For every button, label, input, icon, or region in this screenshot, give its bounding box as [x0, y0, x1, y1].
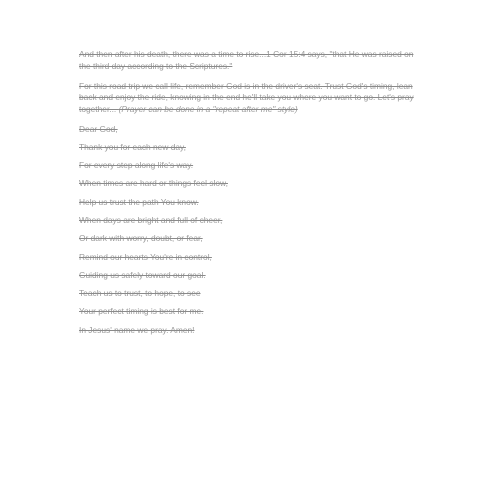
- prayer-line: Dear God,: [79, 123, 118, 134]
- prayer-line: Remind our hearts You're in control,: [79, 251, 212, 262]
- prayer-line: Or dark with worry, doubt, or fear,: [79, 233, 203, 244]
- prayer-line: Your perfect timing is best for me.: [79, 306, 204, 317]
- prayer-line: When times are hard or things feel slow,: [79, 178, 228, 189]
- prayer-line: Teach us to trust, to hope, to see: [79, 288, 201, 299]
- prayer-line: Help us trust the path You know.: [79, 196, 199, 207]
- prayer-line: In Jesus' name we pray. Amen!: [79, 324, 195, 335]
- prayer-line: Guiding us safely toward our goal.: [79, 269, 206, 280]
- prayer-line: When days are bright and full of cheer,: [79, 214, 223, 225]
- intro-paragraph: And then after his death, there was a time to rise...1 Cor 15:4 says, "that He was raised on the third day according to the Scriptures.": [79, 49, 414, 71]
- prayer-style-note: (Prayer can be done in a "repeat after me" style): [118, 103, 298, 114]
- prayer-line: Thank you for each new day,: [79, 141, 186, 152]
- road-trip-paragraph: [79, 81, 419, 116]
- document-page: [79, 49, 419, 343]
- road-trip-text: For this road trip we call life, remember God is in the driver's seat. Trust God's timing, lean back and enjoy the ride, knowing in the end he'll take you where you want to go. Let's pray together...: [79, 80, 414, 114]
- prayer-line: For every step along life's way.: [79, 160, 194, 171]
